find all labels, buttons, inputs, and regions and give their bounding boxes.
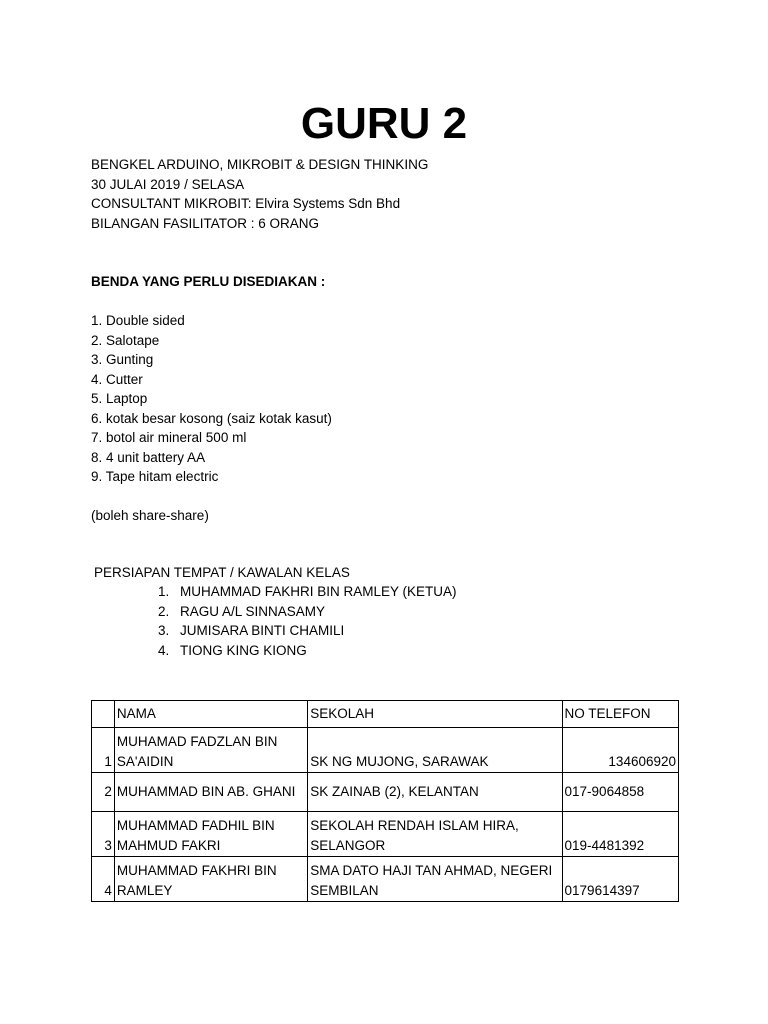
- cell-telefon: 0179614397: [562, 857, 678, 902]
- table-row: [92, 857, 679, 902]
- list-number: 3.: [158, 623, 170, 639]
- page-title: GURU 2: [300, 99, 468, 148]
- header-nama: NAMA: [114, 701, 307, 728]
- cell-sekolah: SEKOLAH RENDAH ISLAM HIRA, SELANGOR: [308, 812, 562, 857]
- list-item: [158, 621, 457, 641]
- prep-members-list: [158, 582, 457, 660]
- cell-telefon: 017-9064858: [562, 773, 678, 812]
- list-number: 2.: [158, 603, 170, 619]
- member-name: MUHAMMAD FAKHRI BIN RAMLEY (KETUA): [180, 584, 457, 599]
- member-name: JUMISARA BINTI CHAMILI: [180, 623, 345, 639]
- table-row: [92, 812, 679, 857]
- workshop-name: BENGKEL ARDUINO, MIKROBIT & DESIGN THINKING: [91, 157, 429, 172]
- header-no: [92, 701, 115, 728]
- list-number: 4.: [158, 642, 170, 658]
- list-item: 7. botol air mineral 500 ml: [91, 430, 247, 445]
- cell-sekolah: SK ZAINAB (2), KELANTAN: [308, 773, 562, 812]
- info-block: [91, 155, 428, 233]
- consultant-line: CONSULTANT MIKROBIT: Elvira Systems Sdn Bhd: [91, 196, 401, 211]
- cell-telefon: 134606920: [562, 728, 678, 773]
- table-row: [92, 773, 679, 812]
- facilitator-count: BILANGAN FASILITATOR : 6 ORANG: [91, 215, 320, 231]
- header-telefon: NO TELEFON: [562, 701, 678, 728]
- member-name: TIONG KING KIONG: [180, 642, 307, 658]
- items-heading: BENDA YANG PERLU DISEDIAKAN :: [91, 274, 326, 289]
- list-item: 8. 4 unit battery AA: [91, 449, 206, 465]
- items-list: [91, 311, 332, 487]
- cell-no: 4: [92, 857, 115, 902]
- list-item: 3. Gunting: [91, 352, 154, 367]
- list-item: 2. Salotape: [91, 332, 160, 348]
- list-item: 6. kotak besar kosong (saiz kotak kasut): [91, 410, 332, 426]
- cell-nama: MUHAMMAD BIN AB. GHANI: [114, 773, 307, 812]
- list-item: [158, 641, 457, 661]
- list-item: [158, 602, 457, 622]
- cell-sekolah: SMA DATO HAJI TAN AHMAD, NEGERI SEMBILAN: [308, 857, 562, 902]
- cell-telefon: 019-4481392: [562, 812, 678, 857]
- list-number: 1.: [158, 584, 170, 599]
- list-item: 4. Cutter: [91, 371, 143, 387]
- list-item: 9. Tape hitam electric: [91, 469, 219, 484]
- list-item: 1. Double sided: [91, 313, 185, 328]
- list-item: 5. Laptop: [91, 391, 148, 406]
- cell-sekolah: SK NG MUJONG, SARAWAK: [308, 728, 562, 773]
- list-item: [158, 582, 457, 602]
- header-sekolah: SEKOLAH: [308, 701, 562, 728]
- facilitator-table: [91, 700, 679, 902]
- workshop-date: 30 JULAI 2019 / SELASA: [91, 176, 245, 192]
- cell-no: 2: [92, 773, 115, 812]
- cell-nama: MUHAMMAD FAKHRI BIN RAMLEY: [114, 857, 307, 902]
- cell-no: 3: [92, 812, 115, 857]
- member-name: RAGU A/L SINNASAMY: [180, 603, 326, 619]
- table-row: [92, 728, 679, 773]
- table-header-row: [92, 701, 679, 728]
- cell-nama: MUHAMAD FADZLAN BIN SA'AIDIN: [114, 728, 307, 773]
- share-note: (boleh share-share): [91, 508, 209, 523]
- cell-nama: MUHAMMAD FADHIL BIN MAHMUD FAKRI: [114, 812, 307, 857]
- cell-no: 1: [92, 728, 115, 773]
- prep-heading: PERSIAPAN TEMPAT / KAWALAN KELAS: [94, 565, 350, 580]
